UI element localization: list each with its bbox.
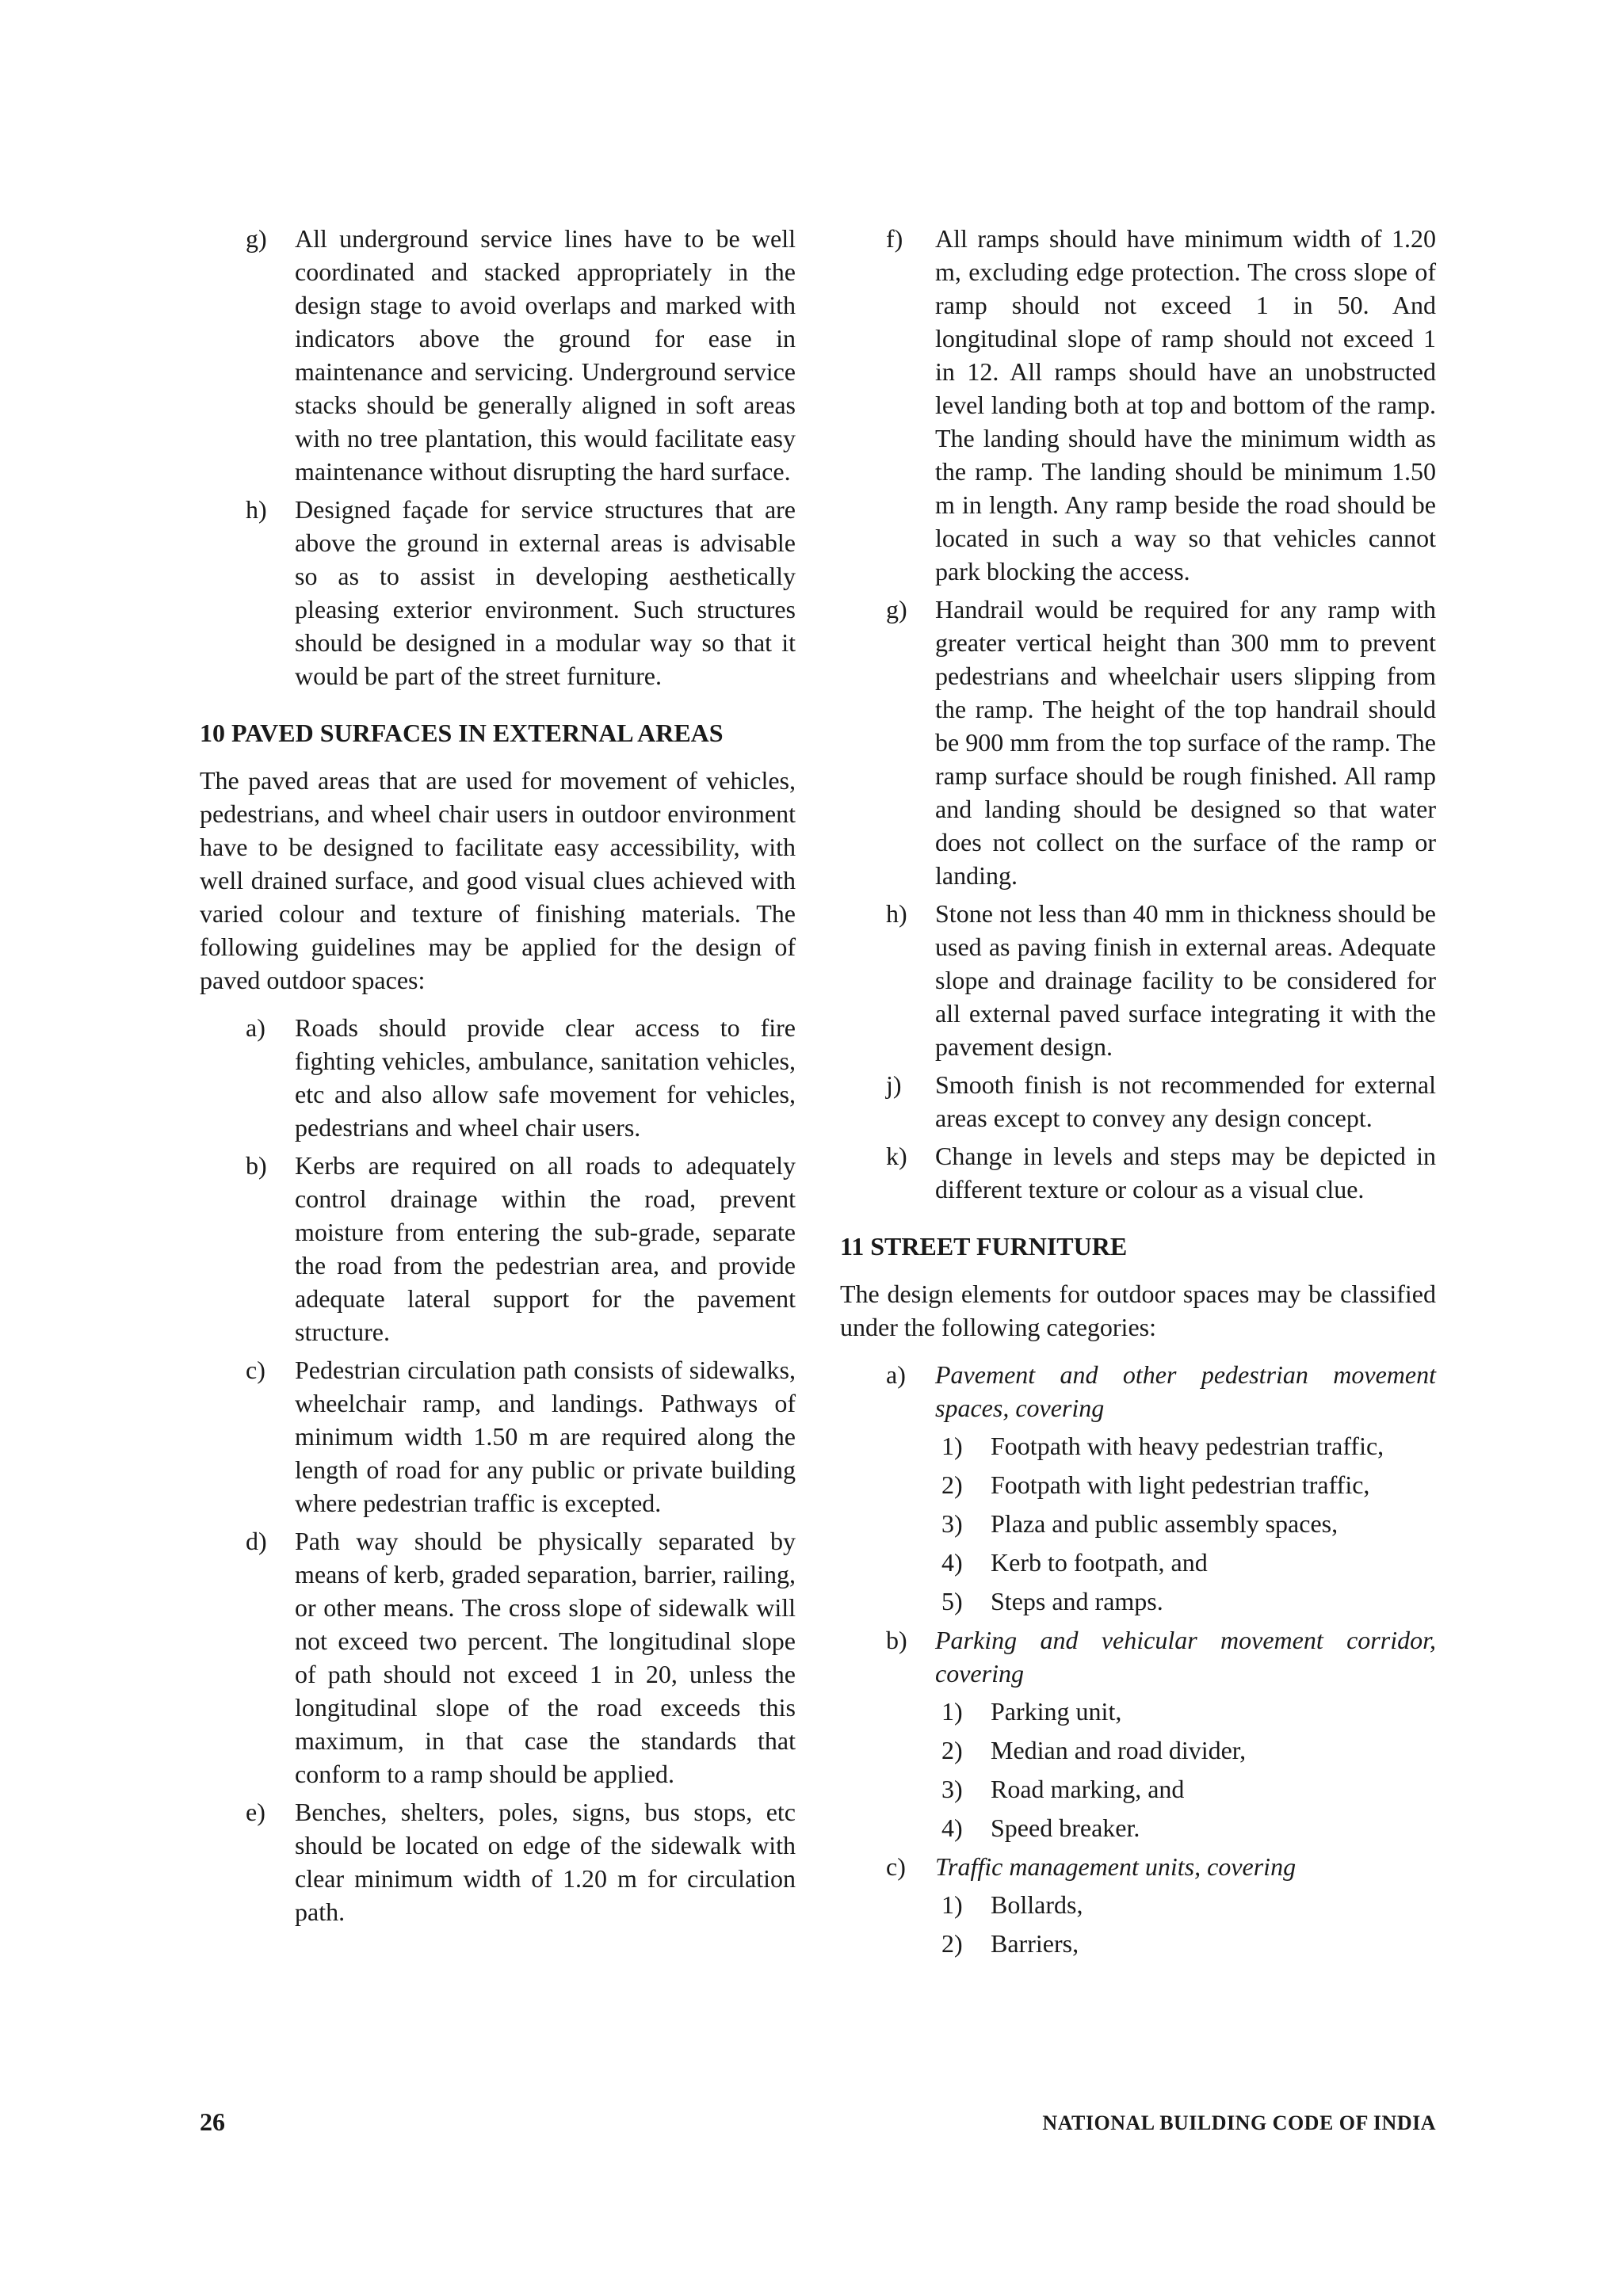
item-marker: a) [246,1013,265,1042]
category-item [840,1850,1436,1883]
item-marker: f) [886,224,903,253]
left-column [200,222,796,1933]
item-text: Handrail would be required for any ramp with greater vertical height than 300 mm to prevent pedestrians and wheelchair users slipping from the ramp. The height of the top handrail should be 900 mm from the top surface of the ramp. The ramp surface should be rough finished. All ramp and landing should be designed so that water does not collect on the surface of the ramp or landing. [935,595,1436,890]
sub-marker: 1) [941,1432,963,1460]
item-text: Designed façade for service structures that are above the ground in external areas is advisable so as to assist in developing aesthetically pleasing exterior environment. Such structures should be designed in a modular way so that it would be part of the street furniture. [295,495,796,690]
sub-item [840,1695,1436,1728]
sub-item [840,1811,1436,1844]
sub-text: Footpath with heavy pedestrian traffic, [991,1432,1384,1460]
item-marker: c) [246,1356,265,1384]
list-item [200,1795,796,1928]
list-item [840,593,1436,892]
sub-text: Kerb to footpath, and [991,1548,1208,1577]
item-text: Roads should provide clear access to fire fighting vehicles, ambulance, sanitation vehicles, etc and also allow safe movement for vehicles, pedestrians and wheel chair users. [295,1013,796,1142]
sub-item [840,1429,1436,1463]
sub-item [840,1546,1436,1579]
sub-marker: 2) [941,1470,963,1499]
item-text: Path way should be physically separated by means of kerb, graded separation, barrier, railing, or other means. The cross slope of sidewalk will not exceed two percent. The longitudinal slope of path should not exceed 1 in 20, unless the longitudinal slope of the road exceeds this maximum, in that case the standards that conform to a ramp should be applied. [295,1527,796,1788]
sub-item [840,1772,1436,1806]
item-marker: g) [246,224,267,253]
sub-text: Bollards, [991,1890,1083,1919]
sub-text: Speed breaker. [991,1814,1140,1842]
item-marker: h) [246,495,267,524]
list-item [840,897,1436,1063]
publication-title: NATIONAL BUILDING CODE OF INDIA [1042,2111,1436,2134]
section-intro: The paved areas that are used for movement of vehicles, pedestrians, and wheel chair users in outdoor environment have to be designed to facilitate easy accessibility, with well drained surface, and good visual clues achieved with varied colour and texture of finishing materials. The following guidelines may be applied for the design of paved outdoor spaces: [200,766,796,994]
list-item [200,1011,796,1144]
item-text: Smooth finish is not recommended for external areas except to convey any design concept. [935,1070,1436,1132]
sub-item [840,1585,1436,1618]
sub-text: Barriers, [991,1929,1079,1958]
item-text: All ramps should have minimum width of 1.20 m, excluding edge protection. The cross slope of ramp should not exceed 1 in 50. And longitudinal slope of ramp should not exceed 1 in 12. All ramps should have an unobstructed level landing both at top and bottom of the ramp. The landing should have the minimum width as the ramp. The landing should be minimum 1.50 m in length. Any ramp beside the road should be located in such a way so that vehicles cannot park blocking the access. [935,224,1436,585]
sub-item [840,1927,1436,1960]
item-text: Stone not less than 40 mm in thickness should be used as paving finish in external areas. Adequate slope and drainage facility to be considered for all external paved surface integrating it with the pavement design. [935,899,1436,1061]
sub-marker: 4) [941,1814,963,1842]
section-heading: 11 STREET FURNITURE [840,1232,1128,1261]
sub-item [840,1507,1436,1540]
list-item [840,222,1436,588]
item-marker: j) [886,1070,902,1099]
sub-text: Parking unit, [991,1697,1122,1726]
page-number: 26 [200,2107,225,2136]
sub-item [840,1468,1436,1501]
category-title: Traffic management units, covering [935,1852,1296,1881]
sub-text: Road marking, and [991,1775,1185,1803]
item-marker: c) [886,1852,906,1881]
item-text: Benches, shelters, poles, signs, bus stops, etc should be located on edge of the sidewalk with clear minimum width of 1.20 m for circulation path. [295,1798,796,1926]
sub-marker: 3) [941,1775,963,1803]
item-marker: d) [246,1527,267,1555]
list-item [200,222,796,488]
category-title: Pavement and other pedestrian movement spaces, covering [935,1360,1436,1422]
sub-text: Median and road divider, [991,1736,1247,1764]
sub-marker: 4) [941,1548,963,1577]
item-marker: b) [886,1626,907,1654]
sub-text: Footpath with light pedestrian traffic, [991,1470,1370,1499]
sub-item [840,1733,1436,1767]
sub-text: Steps and ramps. [991,1587,1163,1615]
sub-marker: 5) [941,1587,963,1615]
item-text: Change in levels and steps may be depicted in different texture or colour as a visual clue. [935,1142,1436,1203]
list-item [840,1068,1436,1135]
item-marker: e) [246,1798,265,1826]
section-heading: 10 PAVED SURFACES IN EXTERNAL AREAS [200,719,724,747]
category-title: Parking and vehicular movement corridor, covering [935,1626,1436,1688]
list-item [840,1139,1436,1206]
sub-marker: 2) [941,1736,963,1764]
item-marker: k) [886,1142,907,1170]
sub-marker: 2) [941,1929,963,1958]
category-item [840,1358,1436,1425]
item-text: Pedestrian circulation path consists of sidewalks, wheelchair ramp, and landings. Pathways of minimum width 1.50 m are required along the length of road for any public or private building where pedestrian traffic is excepted. [295,1356,796,1517]
sub-marker: 1) [941,1697,963,1726]
list-item [200,493,796,692]
list-item [200,1149,796,1348]
item-text: All underground service lines have to be well coordinated and stacked appropriately in the design stage to avoid overlaps and marked with indicators above the ground for ease in maintenance and servicing. Underground service stacks should be generally aligned in soft areas with no tree plantation, this would facilitate easy maintenance without disrupting the hard surface. [295,224,796,486]
item-marker: h) [886,899,907,928]
item-marker: b) [246,1151,267,1180]
section-intro: The design elements for outdoor spaces may be classified under the following categories: [840,1280,1436,1341]
sub-marker: 1) [941,1890,963,1919]
item-marker: g) [886,595,907,624]
item-marker: a) [886,1360,906,1389]
item-text: Kerbs are required on all roads to adequately control drainage within the road, prevent moisture from entering the sub-grade, separate the road from the pedestrian area, and provide adequate lateral support for the pavement structure. [295,1151,796,1346]
list-item [200,1353,796,1520]
sub-text: Plaza and public assembly spaces, [991,1509,1338,1538]
right-column [840,222,1436,1966]
sub-item [840,1888,1436,1921]
sub-marker: 3) [941,1509,963,1538]
category-item [840,1623,1436,1690]
list-item [200,1524,796,1791]
